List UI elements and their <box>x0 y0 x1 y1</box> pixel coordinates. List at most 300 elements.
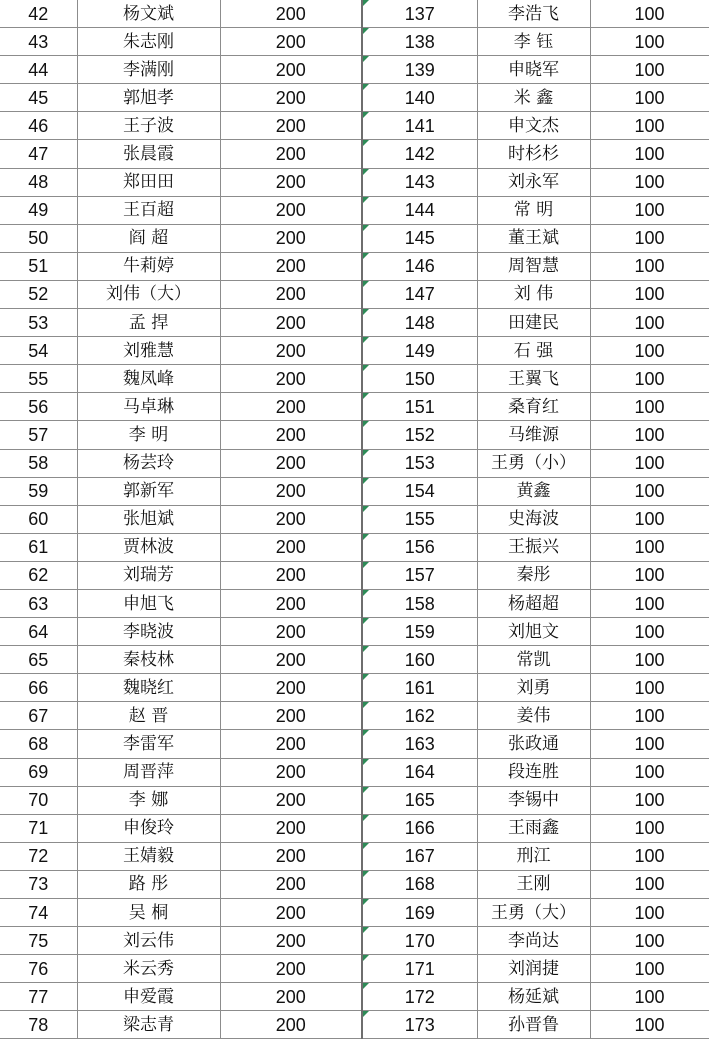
left-number-cell[interactable] <box>0 224 77 252</box>
error-indicator-icon <box>363 506 369 512</box>
right-number-cell-text: 155 <box>404 509 435 530</box>
left-number-cell[interactable] <box>0 730 77 758</box>
table-row <box>0 224 709 252</box>
right-amount-cell[interactable] <box>590 337 709 365</box>
left-name-cell[interactable] <box>77 112 220 140</box>
left-name-cell[interactable] <box>77 618 220 646</box>
right-amount-cell[interactable] <box>590 168 709 196</box>
left-number-cell[interactable] <box>0 1011 77 1039</box>
right-number-cell[interactable] <box>362 421 477 449</box>
right-number-cell[interactable] <box>362 1011 477 1039</box>
right-name-cell[interactable] <box>477 365 590 393</box>
right-name-cell[interactable] <box>477 955 590 983</box>
left-amount-cell[interactable] <box>220 646 362 674</box>
table-row <box>0 955 709 983</box>
left-amount-cell[interactable] <box>220 140 362 168</box>
left-name-cell-text: 米云秀 <box>123 958 174 979</box>
left-name-cell[interactable] <box>77 758 220 786</box>
left-name-cell[interactable] <box>77 814 220 842</box>
right-name-cell[interactable] <box>477 421 590 449</box>
right-number-cell[interactable] <box>362 927 477 955</box>
left-name-cell[interactable] <box>77 252 220 280</box>
left-name-cell[interactable] <box>77 449 220 477</box>
left-number-cell[interactable] <box>0 477 77 505</box>
left-amount-cell[interactable] <box>220 899 362 927</box>
right-amount-cell-text: 100 <box>634 424 665 445</box>
right-name-cell[interactable] <box>477 224 590 252</box>
right-amount-cell-text: 100 <box>634 59 665 80</box>
left-amount-cell[interactable] <box>220 814 362 842</box>
left-number-cell[interactable] <box>0 196 77 224</box>
right-number-cell[interactable] <box>362 702 477 730</box>
error-indicator-icon <box>363 618 369 624</box>
left-amount-cell[interactable] <box>220 224 362 252</box>
left-name-cell[interactable] <box>77 84 220 112</box>
right-name-cell[interactable] <box>477 561 590 589</box>
right-number-cell[interactable] <box>362 646 477 674</box>
left-number-cell[interactable] <box>0 252 77 280</box>
left-name-cell[interactable] <box>77 702 220 730</box>
left-number-cell[interactable] <box>0 899 77 927</box>
table-row <box>0 505 709 533</box>
right-number-cell[interactable] <box>362 758 477 786</box>
right-number-cell[interactable] <box>362 112 477 140</box>
left-amount-cell[interactable] <box>220 842 362 870</box>
left-number-cell[interactable] <box>0 814 77 842</box>
table-row <box>0 449 709 477</box>
right-amount-cell[interactable] <box>590 0 709 28</box>
left-number-cell[interactable] <box>0 28 77 56</box>
right-amount-cell[interactable] <box>590 365 709 393</box>
right-number-cell[interactable] <box>362 870 477 898</box>
right-amount-cell[interactable] <box>590 224 709 252</box>
left-number-cell[interactable] <box>0 505 77 533</box>
right-amount-cell[interactable] <box>590 28 709 56</box>
right-name-cell[interactable] <box>477 505 590 533</box>
left-name-cell[interactable] <box>77 533 220 561</box>
right-amount-cell[interactable] <box>590 814 709 842</box>
left-number-cell-text: 65 <box>28 649 49 670</box>
right-amount-cell-text: 100 <box>634 312 665 333</box>
right-amount-cell-text: 100 <box>634 284 665 305</box>
right-number-cell[interactable] <box>362 533 477 561</box>
left-name-cell[interactable] <box>77 196 220 224</box>
left-number-cell[interactable] <box>0 674 77 702</box>
left-number-cell[interactable] <box>0 533 77 561</box>
right-number-cell[interactable] <box>362 252 477 280</box>
right-amount-cell[interactable] <box>590 140 709 168</box>
right-amount-cell[interactable] <box>590 1011 709 1039</box>
left-amount-cell[interactable] <box>220 533 362 561</box>
left-number-cell-text: 59 <box>28 481 49 502</box>
left-amount-cell[interactable] <box>220 589 362 617</box>
left-number-cell[interactable] <box>0 589 77 617</box>
left-name-cell[interactable] <box>77 1011 220 1039</box>
right-number-cell[interactable] <box>362 365 477 393</box>
right-name-cell[interactable] <box>477 899 590 927</box>
right-name-cell[interactable] <box>477 589 590 617</box>
right-amount-cell-text: 100 <box>634 87 665 108</box>
right-name-cell[interactable] <box>477 702 590 730</box>
right-amount-cell-text: 100 <box>634 874 665 895</box>
left-amount-cell-text: 200 <box>275 115 306 136</box>
left-name-cell[interactable] <box>77 955 220 983</box>
right-name-cell-text: 刘勇 <box>516 677 551 698</box>
left-amount-cell[interactable] <box>220 730 362 758</box>
right-amount-cell-text: 100 <box>634 453 665 474</box>
left-number-cell-text: 51 <box>28 256 49 277</box>
right-name-cell[interactable] <box>477 786 590 814</box>
right-number-cell[interactable] <box>362 84 477 112</box>
right-number-cell[interactable] <box>362 56 477 84</box>
left-number-cell-text: 66 <box>28 677 49 698</box>
right-name-cell[interactable] <box>477 196 590 224</box>
error-indicator-icon <box>363 702 369 708</box>
right-amount-cell[interactable] <box>590 533 709 561</box>
left-name-cell[interactable] <box>77 140 220 168</box>
left-number-cell-text: 72 <box>28 846 49 867</box>
left-amount-cell-text: 200 <box>275 874 306 895</box>
left-number-cell[interactable] <box>0 112 77 140</box>
right-number-cell-text: 151 <box>404 396 435 417</box>
right-number-cell-text: 152 <box>404 424 435 445</box>
left-amount-cell-text: 200 <box>275 790 306 811</box>
left-name-cell[interactable] <box>77 899 220 927</box>
right-amount-cell[interactable] <box>590 421 709 449</box>
left-number-cell-text: 68 <box>28 733 49 754</box>
right-number-cell[interactable] <box>362 618 477 646</box>
right-number-cell[interactable] <box>362 0 477 28</box>
right-amount-cell[interactable] <box>590 196 709 224</box>
left-number-cell[interactable] <box>0 449 77 477</box>
right-name-cell[interactable] <box>477 674 590 702</box>
error-indicator-icon <box>363 646 369 652</box>
right-name-cell-text: 刘 伟 <box>513 284 554 305</box>
right-amount-cell[interactable] <box>590 618 709 646</box>
right-number-cell[interactable] <box>362 449 477 477</box>
right-name-cell[interactable] <box>477 533 590 561</box>
right-amount-cell[interactable] <box>590 899 709 927</box>
right-amount-cell-text: 100 <box>634 115 665 136</box>
left-amount-cell[interactable] <box>220 196 362 224</box>
right-amount-cell[interactable] <box>590 393 709 421</box>
left-number-cell[interactable] <box>0 870 77 898</box>
left-name-cell[interactable] <box>77 561 220 589</box>
right-name-cell-text: 刘润捷 <box>508 958 559 979</box>
left-amount-cell[interactable] <box>220 618 362 646</box>
left-amount-cell-text: 200 <box>275 762 306 783</box>
left-name-cell[interactable] <box>77 56 220 84</box>
left-number-cell[interactable] <box>0 0 77 28</box>
left-name-cell[interactable] <box>77 28 220 56</box>
left-name-cell-text: 贾林波 <box>123 537 174 558</box>
left-amount-cell[interactable] <box>220 702 362 730</box>
right-name-cell[interactable] <box>477 758 590 786</box>
right-name-cell-text: 申文杰 <box>508 115 559 136</box>
right-number-cell[interactable] <box>362 140 477 168</box>
left-name-cell[interactable] <box>77 927 220 955</box>
right-amount-cell[interactable] <box>590 955 709 983</box>
right-name-cell[interactable] <box>477 168 590 196</box>
left-amount-cell[interactable] <box>220 449 362 477</box>
right-amount-cell-text: 100 <box>634 902 665 923</box>
right-name-cell[interactable] <box>477 112 590 140</box>
table-row <box>0 196 709 224</box>
right-amount-cell-text: 100 <box>634 593 665 614</box>
right-number-cell-text: 156 <box>404 537 435 558</box>
left-number-cell[interactable] <box>0 646 77 674</box>
table-row <box>0 899 709 927</box>
right-name-cell-text: 王翼飞 <box>508 368 559 389</box>
right-amount-cell-text: 100 <box>634 649 665 670</box>
right-amount-cell-text: 100 <box>634 677 665 698</box>
left-amount-cell[interactable] <box>220 84 362 112</box>
right-name-cell[interactable] <box>477 449 590 477</box>
right-number-cell[interactable] <box>362 393 477 421</box>
right-amount-cell[interactable] <box>590 56 709 84</box>
error-indicator-icon <box>363 590 369 596</box>
right-name-cell[interactable] <box>477 56 590 84</box>
left-amount-cell[interactable] <box>220 393 362 421</box>
left-amount-cell[interactable] <box>220 309 362 337</box>
right-number-cell[interactable] <box>362 814 477 842</box>
left-amount-cell[interactable] <box>220 168 362 196</box>
right-name-cell-text: 王勇（大） <box>491 902 576 923</box>
right-amount-cell[interactable] <box>590 477 709 505</box>
left-amount-cell[interactable] <box>220 0 362 28</box>
left-number-cell[interactable] <box>0 309 77 337</box>
table-row <box>0 1011 709 1039</box>
left-amount-cell[interactable] <box>220 674 362 702</box>
right-amount-cell[interactable] <box>590 252 709 280</box>
left-amount-cell[interactable] <box>220 477 362 505</box>
right-amount-cell[interactable] <box>590 758 709 786</box>
left-amount-cell[interactable] <box>220 112 362 140</box>
left-number-cell[interactable] <box>0 393 77 421</box>
right-number-cell[interactable] <box>362 224 477 252</box>
left-number-cell[interactable] <box>0 561 77 589</box>
right-name-cell-text: 周智慧 <box>508 256 559 277</box>
right-amount-cell-text: 100 <box>634 172 665 193</box>
right-amount-cell-text: 100 <box>634 3 665 24</box>
left-number-cell[interactable] <box>0 955 77 983</box>
left-name-cell[interactable] <box>77 280 220 308</box>
right-number-cell-text: 146 <box>404 256 435 277</box>
left-amount-cell[interactable] <box>220 365 362 393</box>
right-name-cell[interactable] <box>477 140 590 168</box>
table-row <box>0 28 709 56</box>
left-amount-cell[interactable] <box>220 1011 362 1039</box>
left-name-cell[interactable] <box>77 730 220 758</box>
left-amount-cell-text: 200 <box>275 87 306 108</box>
left-name-cell[interactable] <box>77 842 220 870</box>
right-name-cell[interactable] <box>477 280 590 308</box>
right-name-cell-text: 马维源 <box>508 424 559 445</box>
table-row <box>0 618 709 646</box>
left-name-cell[interactable] <box>77 309 220 337</box>
left-name-cell[interactable] <box>77 168 220 196</box>
left-amount-cell-text: 200 <box>275 144 306 165</box>
error-indicator-icon <box>363 843 369 849</box>
left-amount-cell-text: 200 <box>275 481 306 502</box>
right-name-cell-text: 李浩飞 <box>508 3 559 24</box>
left-amount-cell[interactable] <box>220 505 362 533</box>
right-amount-cell[interactable] <box>590 927 709 955</box>
right-name-cell-text: 姜伟 <box>516 705 551 726</box>
left-number-cell[interactable] <box>0 84 77 112</box>
right-amount-cell[interactable] <box>590 505 709 533</box>
error-indicator-icon <box>363 112 369 118</box>
left-name-cell[interactable] <box>77 421 220 449</box>
left-number-cell[interactable] <box>0 140 77 168</box>
table-row <box>0 786 709 814</box>
right-name-cell[interactable] <box>477 618 590 646</box>
left-amount-cell[interactable] <box>220 955 362 983</box>
left-number-cell[interactable] <box>0 168 77 196</box>
right-amount-cell-text: 100 <box>634 200 665 221</box>
right-amount-cell[interactable] <box>590 674 709 702</box>
table-row <box>0 814 709 842</box>
right-amount-cell[interactable] <box>590 870 709 898</box>
left-name-cell[interactable] <box>77 786 220 814</box>
left-name-cell[interactable] <box>77 393 220 421</box>
right-name-cell[interactable] <box>477 337 590 365</box>
left-amount-cell[interactable] <box>220 758 362 786</box>
right-amount-cell[interactable] <box>590 309 709 337</box>
right-number-cell[interactable] <box>362 280 477 308</box>
right-name-cell[interactable] <box>477 1011 590 1039</box>
right-name-cell[interactable] <box>477 252 590 280</box>
right-amount-cell[interactable] <box>590 589 709 617</box>
left-amount-cell[interactable] <box>220 870 362 898</box>
right-number-cell-text: 157 <box>404 565 435 586</box>
right-name-cell[interactable] <box>477 842 590 870</box>
left-number-cell[interactable] <box>0 758 77 786</box>
left-amount-cell[interactable] <box>220 561 362 589</box>
left-name-cell[interactable] <box>77 589 220 617</box>
right-amount-cell[interactable] <box>590 842 709 870</box>
right-amount-cell[interactable] <box>590 280 709 308</box>
left-number-cell[interactable] <box>0 618 77 646</box>
left-name-cell[interactable] <box>77 477 220 505</box>
left-number-cell-text: 75 <box>28 930 49 951</box>
right-number-cell-text: 160 <box>404 649 435 670</box>
left-name-cell[interactable] <box>77 646 220 674</box>
right-number-cell[interactable] <box>362 589 477 617</box>
right-name-cell-text: 石 强 <box>513 340 554 361</box>
left-name-cell[interactable] <box>77 674 220 702</box>
left-name-cell[interactable] <box>77 337 220 365</box>
left-amount-cell[interactable] <box>220 421 362 449</box>
right-number-cell[interactable] <box>362 899 477 927</box>
right-amount-cell[interactable] <box>590 84 709 112</box>
right-amount-cell-text: 100 <box>634 733 665 754</box>
right-number-cell[interactable] <box>362 168 477 196</box>
error-indicator-icon <box>363 674 369 680</box>
right-name-cell[interactable] <box>477 28 590 56</box>
left-number-cell[interactable] <box>0 786 77 814</box>
right-name-cell[interactable] <box>477 646 590 674</box>
left-name-cell[interactable] <box>77 870 220 898</box>
right-number-cell[interactable] <box>362 730 477 758</box>
right-name-cell[interactable] <box>477 927 590 955</box>
error-indicator-icon <box>363 225 369 231</box>
left-amount-cell[interactable] <box>220 280 362 308</box>
right-number-cell[interactable] <box>362 28 477 56</box>
left-number-cell-text: 73 <box>28 874 49 895</box>
right-number-cell-text: 167 <box>404 846 435 867</box>
right-amount-cell[interactable] <box>590 561 709 589</box>
right-name-cell[interactable] <box>477 870 590 898</box>
right-number-cell-text: 173 <box>404 1014 435 1035</box>
left-number-cell[interactable] <box>0 280 77 308</box>
left-number-cell[interactable] <box>0 421 77 449</box>
left-number-cell-text: 53 <box>28 312 49 333</box>
right-number-cell[interactable] <box>362 309 477 337</box>
right-number-cell[interactable] <box>362 337 477 365</box>
left-name-cell-text: 李满刚 <box>123 59 174 80</box>
left-name-cell[interactable] <box>77 224 220 252</box>
right-name-cell[interactable] <box>477 730 590 758</box>
right-number-cell[interactable] <box>362 196 477 224</box>
table-row <box>0 842 709 870</box>
right-amount-cell[interactable] <box>590 646 709 674</box>
right-amount-cell[interactable] <box>590 786 709 814</box>
right-number-cell-text: 144 <box>404 200 435 221</box>
right-name-cell[interactable] <box>477 814 590 842</box>
right-name-cell[interactable] <box>477 0 590 28</box>
right-number-cell[interactable] <box>362 955 477 983</box>
left-amount-cell[interactable] <box>220 252 362 280</box>
left-number-cell[interactable] <box>0 56 77 84</box>
left-amount-cell[interactable] <box>220 786 362 814</box>
right-name-cell-text: 史海波 <box>508 509 559 530</box>
left-number-cell[interactable] <box>0 365 77 393</box>
right-number-cell[interactable] <box>362 477 477 505</box>
left-number-cell[interactable] <box>0 842 77 870</box>
left-amount-cell[interactable] <box>220 927 362 955</box>
right-number-cell[interactable] <box>362 674 477 702</box>
right-amount-cell[interactable] <box>590 112 709 140</box>
left-number-cell[interactable] <box>0 337 77 365</box>
right-name-cell-text: 时杉杉 <box>508 144 559 165</box>
right-number-cell-text: 162 <box>404 705 435 726</box>
left-number-cell[interactable] <box>0 702 77 730</box>
right-name-cell-text: 刘旭文 <box>508 621 559 642</box>
right-name-cell-text: 王勇（小） <box>491 453 576 474</box>
left-number-cell[interactable] <box>0 927 77 955</box>
left-name-cell[interactable] <box>77 365 220 393</box>
right-number-cell[interactable] <box>362 842 477 870</box>
left-amount-cell[interactable] <box>220 56 362 84</box>
right-amount-cell[interactable] <box>590 702 709 730</box>
right-number-cell[interactable] <box>362 561 477 589</box>
left-name-cell[interactable] <box>77 505 220 533</box>
right-name-cell[interactable] <box>477 309 590 337</box>
left-name-cell[interactable] <box>77 0 220 28</box>
left-amount-cell[interactable] <box>220 28 362 56</box>
right-name-cell[interactable] <box>477 84 590 112</box>
right-number-cell[interactable] <box>362 786 477 814</box>
right-number-cell-text: 172 <box>404 986 435 1007</box>
right-amount-cell[interactable] <box>590 449 709 477</box>
table-row <box>0 477 709 505</box>
right-name-cell[interactable] <box>477 393 590 421</box>
left-amount-cell[interactable] <box>220 337 362 365</box>
right-name-cell[interactable] <box>477 477 590 505</box>
right-number-cell[interactable] <box>362 505 477 533</box>
right-amount-cell[interactable] <box>590 730 709 758</box>
